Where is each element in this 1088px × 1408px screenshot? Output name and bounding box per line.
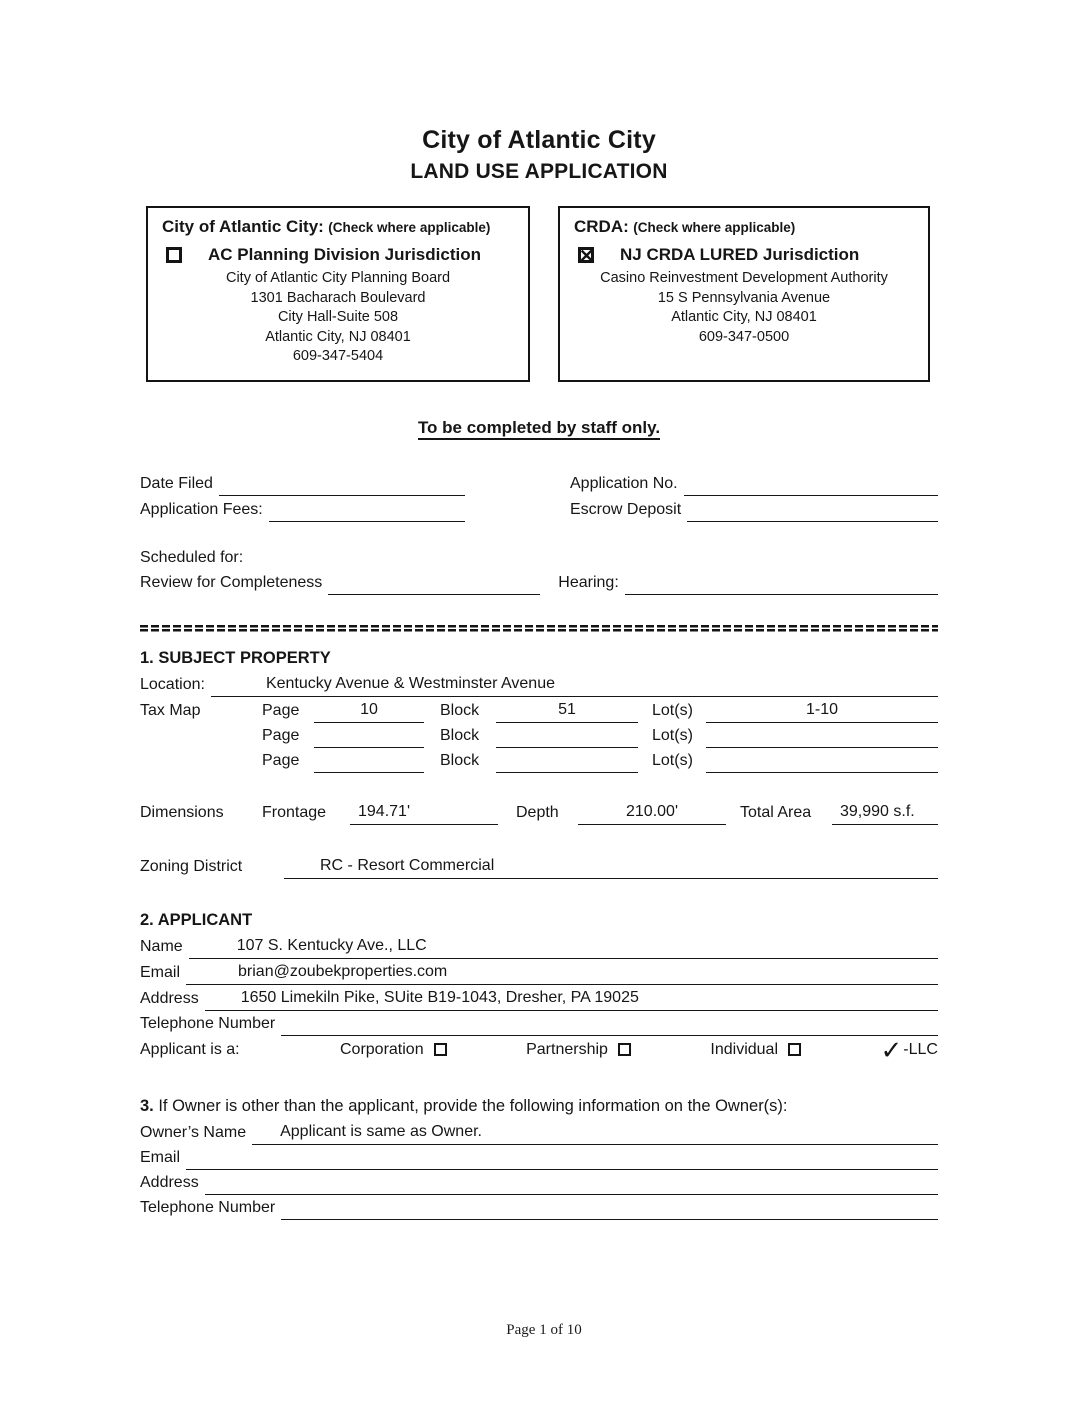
lots-label: Lot(s) [652,726,693,744]
tax-lots-line-2[interactable] [706,723,938,748]
tax-map-row-3 [140,748,938,773]
equals-divider [140,625,938,632]
applicant-name-row [140,933,938,959]
owner-address-label: Address [140,1173,199,1191]
tax-map-label: Tax Map [140,701,201,719]
checkmark-icon: ✓ [880,1034,903,1065]
staff-row-2 [140,497,938,522]
owner-name-row [140,1119,938,1145]
box-header-title: City of Atlantic City: [162,217,324,236]
total-area-label: Total Area [740,803,812,821]
staff-fields [140,471,938,522]
scheduled-for-section [140,545,938,595]
partnership-label: Partnership [526,1041,608,1058]
total-area-line[interactable]: 39,990 s.f. [832,799,938,825]
location-line[interactable]: Kentucky Avenue & Westminster Avenue [211,671,938,697]
applicant-address-line[interactable]: 1650 Limekiln Pike, SUite B19-1043, Dresher, PA 19025 [205,985,938,1011]
staff-row-1 [140,471,938,496]
owner-name-line[interactable]: Applicant is same as Owner. [252,1119,938,1145]
owner-phone-line[interactable] [281,1195,938,1220]
staff-only-heading-text: To be completed by staff only. [418,418,660,440]
jurisdiction-boxes [146,206,938,382]
individual-checkbox[interactable] [788,1043,801,1056]
partnership-checkbox[interactable] [618,1043,631,1056]
address-line: 1301 Bacharach Boulevard [250,289,426,306]
owner-address-line[interactable] [205,1170,938,1195]
address-line: 609-347-5404 [292,348,384,364]
application-no-field-group [570,471,938,496]
tax-page-line-3[interactable] [314,748,424,773]
applicant-name-line[interactable]: 107 S. Kentucky Ave., LLC [189,933,938,959]
box-header [154,217,522,237]
owner-phone-label: Telephone Number [140,1198,276,1216]
applicant-address-row [140,985,938,1011]
dimensions-label: Dimensions [140,803,224,821]
llc-label: -LLC [903,1041,938,1058]
location-row [140,671,938,697]
block-label: Block [440,751,480,769]
applicant-type-row [140,1034,938,1065]
page-label: Page [262,726,300,744]
staff-only-heading [140,418,938,438]
applicant-address-label: Address [140,989,199,1007]
tax-block-line-2[interactable] [496,723,638,748]
address-line: City Hall-Suite 508 [277,309,399,325]
page-subtitle: LAND USE APPLICATION [410,160,668,183]
individual-option [710,1037,801,1062]
page-content [140,0,938,1220]
tax-map-row-1 [140,697,938,723]
page-label: Page [262,751,300,769]
document-header [140,126,938,184]
address-line: Casino Reinvestment Development Authority [600,270,888,286]
address-line: Atlantic City, NJ 08401 [265,328,411,345]
page-title: City of Atlantic City [422,126,656,154]
owner-email-row [140,1145,938,1170]
applicant-email-label: Email [140,963,181,981]
owner-heading-text: If Owner is other than the applicant, provide the following information on the Owner(s): [153,1096,788,1115]
location-label: Location: [140,675,205,693]
application-fees-line[interactable] [269,497,465,522]
page-number-footer: Page 1 of 10 [506,1322,582,1338]
applicant-email-row [140,959,938,985]
applicant-phone-label: Telephone Number [140,1014,276,1032]
tax-lots-line-1[interactable]: 1-10 [706,697,938,723]
corporation-checkbox[interactable] [434,1043,447,1056]
hearing-label: Hearing: [558,573,619,591]
applicant-email-line[interactable]: brian@zoubekproperties.com [186,959,938,985]
date-filed-label: Date Filed [140,474,213,492]
review-completeness-line[interactable] [328,570,540,595]
tax-page-line-1[interactable]: 10 [314,697,424,723]
zoning-district-label: Zoning District [140,857,243,875]
frontage-label: Frontage [262,803,327,821]
block-label: Block [440,726,480,744]
dimensions-row [140,799,938,825]
zoning-district-row [140,853,938,879]
application-no-line[interactable] [684,471,938,496]
llc-option [880,1034,938,1065]
owner-phone-row [140,1195,938,1220]
ac-planning-jurisdiction-box [146,206,530,382]
individual-label: Individual [710,1041,779,1058]
depth-label: Depth [516,803,559,821]
escrow-deposit-line[interactable] [687,497,938,522]
address-line: Atlantic City, NJ 08401 [671,309,817,325]
jurisdiction-option [166,245,522,265]
jurisdiction-option-label: NJ CRDA LURED Jurisdiction [620,245,860,264]
application-no-label: Application No. [570,474,678,492]
scheduled-for-label: Scheduled for: [140,548,244,566]
depth-line[interactable]: 210.00' [578,799,726,825]
application-fees-label: Application Fees: [140,500,263,518]
applicant-phone-row [140,1011,938,1036]
crda-address [566,269,922,347]
box-header-note: (Check where applicable) [328,220,491,235]
address-line: City of Atlantic City Planning Board [225,270,451,286]
subject-property-heading: 1. SUBJECT PROPERTY [140,648,331,667]
tax-map-row-2 [140,723,938,748]
ac-planning-checkbox[interactable] [166,247,182,263]
address-line: 15 S Pennsylvania Avenue [657,289,831,306]
review-completeness-label: Review for Completeness [140,573,323,591]
partnership-option [526,1037,631,1062]
owner-section-heading [140,1093,938,1119]
applicant-heading: 2. APPLICANT [140,910,253,929]
escrow-deposit-field-group [570,497,938,522]
hearing-line[interactable] [625,570,938,595]
owner-name-label: Owner’s Name [140,1123,247,1141]
page-label: Page [262,701,300,719]
crda-jurisdiction-box [558,206,930,382]
frontage-line[interactable]: 194.71' [350,799,498,825]
applicant-type-label: Applicant is a: [140,1041,240,1058]
jurisdiction-option-label: AC Planning Division Jurisdiction [208,245,481,264]
tax-page-line-2[interactable] [314,723,424,748]
tax-block-line-1[interactable]: 51 [496,697,638,723]
lots-label: Lot(s) [652,751,693,769]
applicant-name-label: Name [140,937,183,955]
review-hearing-row [140,570,938,595]
address-line: 609-347-0500 [698,328,790,345]
tax-lots-line-3[interactable] [706,748,938,773]
date-filed-field-group [140,471,465,496]
crda-lured-checkbox[interactable] [578,247,594,263]
corporation-label: Corporation [340,1041,424,1058]
owner-address-row [140,1170,938,1195]
owner-email-line[interactable] [186,1145,938,1170]
block-label: Block [440,701,480,719]
owner-heading-number: 3. [140,1096,154,1115]
owner-email-label: Email [140,1148,181,1166]
lots-label: Lot(s) [652,701,693,719]
zoning-district-line[interactable]: RC - Resort Commercial [284,853,938,879]
box-header [566,217,922,237]
tax-block-line-3[interactable] [496,748,638,773]
escrow-deposit-label: Escrow Deposit [570,500,682,518]
corporation-option [340,1037,447,1062]
planning-board-address [154,269,522,367]
application-fees-field-group [140,497,465,522]
applicant-phone-line[interactable] [281,1011,938,1036]
box-header-note: (Check where applicable) [633,220,796,235]
date-filed-line[interactable] [219,471,465,496]
jurisdiction-option [578,245,922,265]
box-header-title: CRDA: [574,217,629,236]
applicant-type-options [340,1034,938,1065]
